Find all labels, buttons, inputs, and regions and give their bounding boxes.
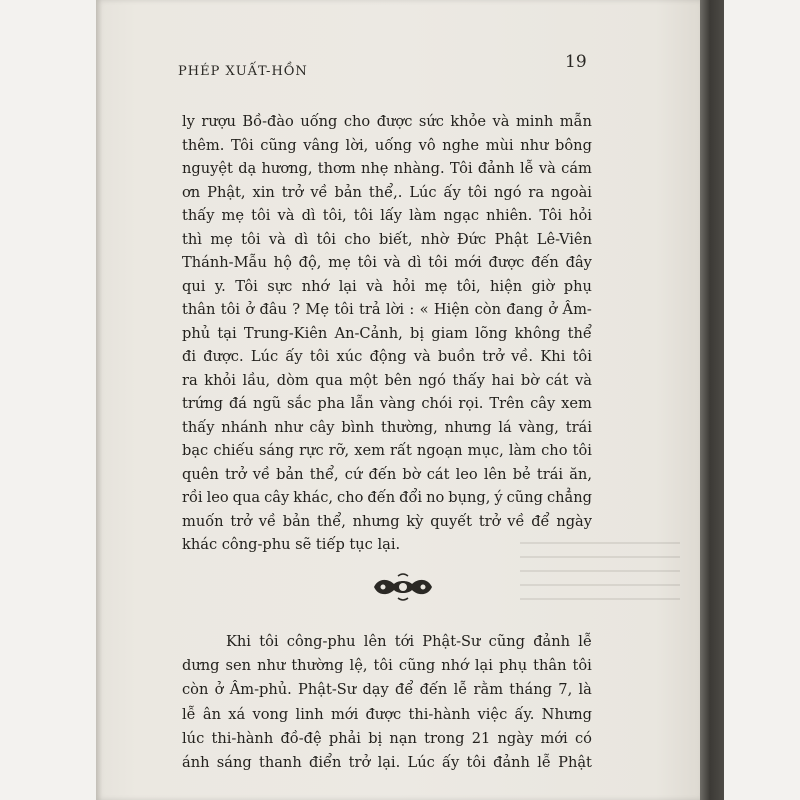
page-number: 19 <box>565 52 587 72</box>
bleed-through-text <box>520 530 680 620</box>
running-title: PHÉP XUẤT-HỒN <box>178 64 308 79</box>
text-line: thân tôi ở đâu ? Mẹ tôi trả lời : « Hiện còn đang ở Âm- <box>182 301 592 318</box>
text-line: lễ ân xá vong linh mới được thi-hành việc ấy. Nhưng <box>182 705 592 723</box>
text-line: rồi leo qua cây khác, cho đến đổi no bụng, ý cũng chẳng <box>182 489 592 506</box>
text-line: trứng đá ngũ sắc pha lẫn vàng chói rọi. Trên cây xem <box>182 395 592 412</box>
text-line: thêm. Tôi cũng vâng lời, uống vô nghe mùi như bông <box>182 136 592 154</box>
text-line: ly rượu Bồ-đào uống cho được sức khỏe và minh mẫn <box>182 113 592 130</box>
text-line: ra khỏi lầu, dòm qua một bên ngó thấy hai bờ cát và <box>182 371 592 389</box>
text-line: Thánh-Mẫu hộ độ, mẹ tôi và dì tôi mới được đến đây <box>182 254 592 271</box>
text-line: thấy mẹ tôi và dì tôi, tôi lấy làm ngạc nhiên. Tôi hỏi <box>182 207 592 224</box>
text-line: ơn Phật, xin trở về bản thể,. Lúc ấy tôi ngó ra ngoài <box>182 183 592 201</box>
text-line: phủ tại Trung-Kiên An-Cảnh, bị giam lõng không thể <box>182 324 592 342</box>
text-line: quên trở về bản thể, cứ đến bờ cát leo lên bẻ trái ăn, <box>182 465 592 483</box>
text-line: Khi tôi công-phu lên tới Phật-Sư cũng đảnh lễ <box>226 633 592 650</box>
text-line: nguyệt dạ hương, thơm nhẹ nhàng. Tôi đảnh lễ và cám <box>182 160 592 177</box>
text-line: ánh sáng thanh điển trở lại. Lúc ấy tôi đảnh lễ Phật <box>182 753 592 771</box>
book-spine-edge <box>700 0 724 800</box>
text-line: bạc chiếu sáng rực rỡ, xem rất ngoạn mục, làm cho tôi <box>182 442 592 459</box>
text-line: thì mẹ tôi và dì tôi cho biết, nhờ Đức Phật Lê-Viên <box>182 230 592 248</box>
ornament-divider-icon <box>368 572 438 602</box>
text-line: muốn trở về bản thể, nhưng kỳ quyết trở về để ngày <box>182 512 592 530</box>
text-line: đi được. Lúc ấy tôi xúc động và buồn trở về. Khi tôi <box>182 348 592 365</box>
paragraph-1 <box>182 110 592 557</box>
text-line: khác công-phu sẽ tiếp tục lại. <box>182 536 401 553</box>
text-line: thấy nhánh như cây bình thường, nhưng lá vàng, trái <box>182 418 592 436</box>
paragraph-2 <box>182 630 592 775</box>
text-line: lúc thi-hành đồ-đệ phải bị nạn trong 21 ngày mới có <box>182 729 592 747</box>
text-line: dưng sen như thường lệ, tôi cũng nhớ lại phụ thân tôi <box>182 657 592 675</box>
text-line: qui y. Tôi sực nhớ lại và hỏi mẹ tôi, hiện giờ phụ <box>182 277 592 295</box>
text-line: còn ở Âm-phủ. Phật-Sư dạy để đến lễ rằm tháng 7, là <box>182 681 592 699</box>
